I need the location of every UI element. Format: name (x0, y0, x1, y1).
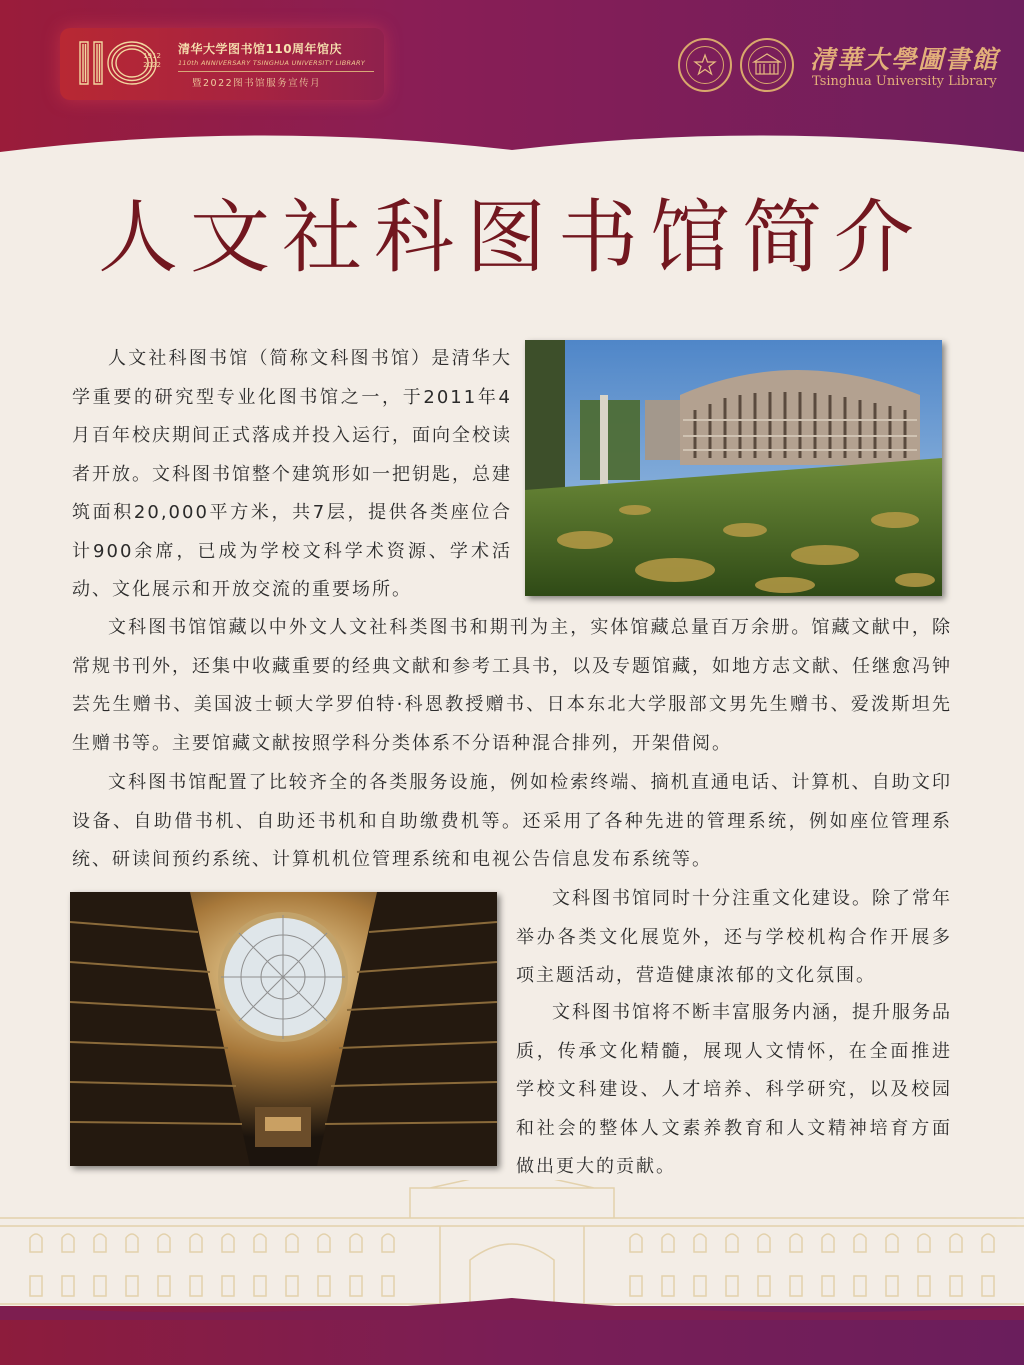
library-exterior-photo (525, 340, 942, 596)
badge-event: 暨2022图书馆服务宣传月 (192, 78, 322, 89)
page-title: 人文社科图书馆简介 (98, 191, 926, 284)
collection-paragraph: 文科图书馆馆藏以中外文人文社科类图书和期刊为主，实体馆藏总量百万余册。馆藏文献中，除常规书刊外，还集中收藏重要的经典文献和参考工具书，以及专题馆藏，如地方志文献、任继愈冯钟芸先生赠书、美国波士顿大学罗伯特·科恩教授赠书、日本东北大学服部文男先生赠书、爱泼斯坦先生赠书等。主要馆藏文献按照学科分类体系不分语种混合排列，开架借阅。 (72, 617, 952, 754)
library-interior-photo (70, 892, 497, 1166)
library-seal-icon (740, 38, 794, 92)
open-book-curve (0, 126, 1024, 166)
library-name-cn: 清華大學圖書館 (810, 45, 1000, 74)
university-seal-icon (678, 38, 732, 92)
facilities-paragraph: 文科图书馆配置了比较齐全的各类服务设施，例如检索终端、摘机直通电话、计算机、自助文印设备、自助借书机、自助还书机和自助缴费机等。还采用了各种先进的管理系统，例如座位管理系统、研读间预约系统、计算机机位管理系统和电视公告信息发布系统等。 (72, 772, 952, 870)
anniversary-badge (60, 28, 384, 100)
culture-paragraph: 文科图书馆同时十分注重文化建设。除了常年举办各类文化展览外，还与学校机构合作开展多项主题活动，营造健康浓郁的文化氛围。 (516, 888, 952, 986)
outlook-paragraph: 文科图书馆将不断丰富服务内涵，提升服务品质，传承文化精髓，展现人文情怀，在全面推进学校文科建设、人才培养、科学研究，以及校园和社会的整体人文素养教育和人文精神培育方面做出更大的贡献。 (516, 1002, 952, 1177)
intro-paragraph: 人文社科图书馆（简称文科图书馆）是清华大学重要的研究型专业化图书馆之一，于2011年4月百年校庆期间正式落成并投入运行，面向全校读者开放。文科图书馆整个建筑形如一把钥匙，总建筑面积20,000平方米，共7层，提供各类座位合计900余席，已成为学校文科学术资源、学术活动、文化展示和开放交流的重要场所。 (72, 348, 512, 600)
footer-book-curve (0, 1290, 1024, 1320)
badge-subtitle: 110th ANNIVERSARY TSINGHUA UNIVERSITY LIBRARY (178, 59, 366, 67)
library-name-en: Tsinghua University Library (812, 74, 997, 89)
badge-divider (178, 71, 374, 72)
badge-years: 1912 2022 (143, 52, 161, 69)
badge-title: 清华大学图书馆110周年馆庆 (178, 42, 343, 56)
